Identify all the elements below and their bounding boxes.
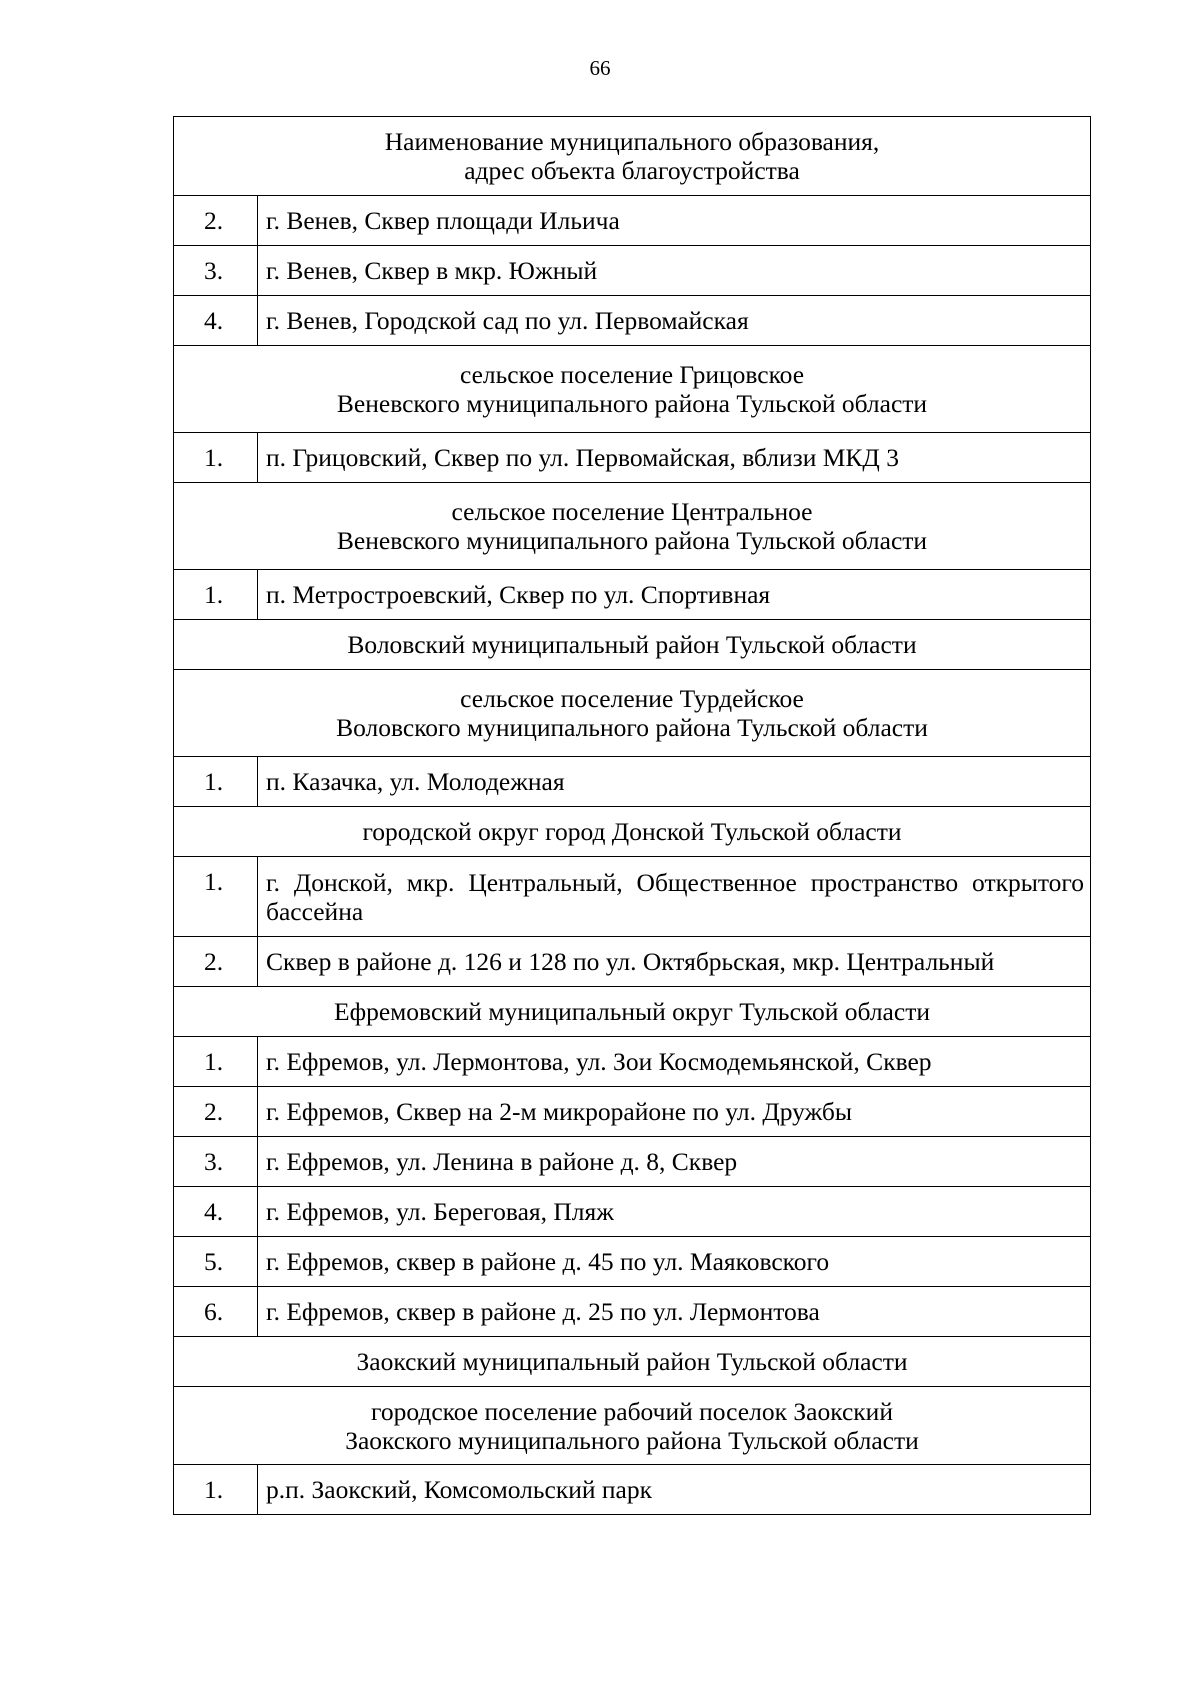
row-address: г. Ефремов, сквер в районе д. 25 по ул. Лермонтова — [258, 1287, 1091, 1337]
table-row — [174, 570, 1091, 620]
row-number: 6. — [174, 1287, 258, 1337]
table-row — [174, 296, 1091, 346]
table-row — [174, 1287, 1091, 1337]
row-number: 1. — [174, 757, 258, 807]
row-address: г. Ефремов, ул. Лермонтова, ул. Зои Космодемьянской, Сквер — [258, 1037, 1091, 1087]
section-heading: городской округ город Донской Тульской области — [174, 807, 1091, 857]
row-number: 1. — [174, 570, 258, 620]
row-address: р.п. Заокский, Комсомольский парк — [258, 1465, 1091, 1515]
section-heading-line-1: сельское поселение Турдейское — [460, 684, 804, 713]
row-address: г. Донской, мкр. Центральный, Общественное пространство открытого бассейна — [258, 857, 1091, 937]
row-address: п. Грицовский, Сквер по ул. Первомайская, вблизи МКД 3 — [258, 433, 1091, 483]
section-heading-line-1: сельское поселение Центральное — [451, 497, 813, 526]
table-row — [174, 1037, 1091, 1087]
row-address: г. Ефремов, Сквер на 2-м микрорайоне по ул. Дружбы — [258, 1087, 1091, 1137]
table-row — [174, 857, 1091, 937]
row-address: Сквер в районе д. 126 и 128 по ул. Октябрьская, мкр. Центральный — [258, 937, 1091, 987]
section-heading: Заокский муниципальный район Тульской области — [174, 1337, 1091, 1387]
table-header-line-2: адрес объекта благоустройства — [464, 156, 800, 185]
table-row — [174, 246, 1091, 296]
row-address: г. Венев, Сквер в мкр. Южный — [258, 246, 1091, 296]
row-number: 4. — [174, 1187, 258, 1237]
section-heading — [174, 670, 1091, 757]
section-heading-line-1: городское поселение рабочий поселок Заокский — [371, 1396, 893, 1426]
table-header-cell — [174, 117, 1091, 196]
table-row — [174, 1087, 1091, 1137]
page-number: 66 — [589, 56, 611, 80]
section-heading — [174, 1387, 1091, 1465]
section-row — [174, 1387, 1091, 1465]
table-row — [174, 757, 1091, 807]
row-address: п. Казачка, ул. Молодежная — [258, 757, 1091, 807]
section-row — [174, 1337, 1091, 1387]
section-heading: Воловский муниципальный район Тульской области — [174, 620, 1091, 670]
section-heading-line-2: Веневского муниципального района Тульской области — [336, 389, 928, 418]
section-heading: Ефремовский муниципальный округ Тульской области — [174, 987, 1091, 1037]
row-address: г. Венев, Сквер площади Ильича — [258, 196, 1091, 246]
row-address: п. Метростроевский, Сквер по ул. Спортивная — [258, 570, 1091, 620]
section-heading-line-2: Веневского муниципального района Тульской области — [336, 526, 928, 555]
table-row — [174, 937, 1091, 987]
section-row — [174, 483, 1091, 570]
row-address: г. Ефремов, ул. Береговая, Пляж — [258, 1187, 1091, 1237]
section-heading-line-1: сельское поселение Грицовское — [459, 360, 805, 389]
table-row — [174, 1465, 1091, 1515]
row-address: г. Венев, Городской сад по ул. Первомайская — [258, 296, 1091, 346]
row-number: 2. — [174, 937, 258, 987]
table-header-line-1: Наименование муниципального образования, — [384, 127, 880, 156]
row-number: 1. — [174, 1465, 258, 1515]
table-row — [174, 1237, 1091, 1287]
section-heading — [174, 346, 1091, 433]
table-row — [174, 1187, 1091, 1237]
section-row — [174, 670, 1091, 757]
row-number: 4. — [174, 296, 258, 346]
table-row — [174, 433, 1091, 483]
section-row — [174, 807, 1091, 857]
row-address: г. Ефремов, сквер в районе д. 45 по ул. Маяковского — [258, 1237, 1091, 1287]
row-address: г. Ефремов, ул. Ленина в районе д. 8, Сквер — [258, 1137, 1091, 1187]
table-header-row — [174, 117, 1091, 196]
row-number: 2. — [174, 196, 258, 246]
section-row — [174, 987, 1091, 1037]
section-heading — [174, 483, 1091, 570]
section-row — [174, 346, 1091, 433]
row-number: 1. — [174, 857, 258, 937]
section-heading-line-2: Заокского муниципального района Тульской области — [345, 1425, 919, 1455]
table-row — [174, 1137, 1091, 1187]
section-row — [174, 620, 1091, 670]
row-number: 1. — [174, 1037, 258, 1087]
row-number: 3. — [174, 1137, 258, 1187]
table-row — [174, 196, 1091, 246]
row-number: 3. — [174, 246, 258, 296]
section-heading-line-2: Воловского муниципального района Тульской области — [336, 713, 928, 742]
row-number: 5. — [174, 1237, 258, 1287]
row-number: 2. — [174, 1087, 258, 1137]
row-number: 1. — [174, 433, 258, 483]
objects-table — [173, 116, 1091, 1515]
